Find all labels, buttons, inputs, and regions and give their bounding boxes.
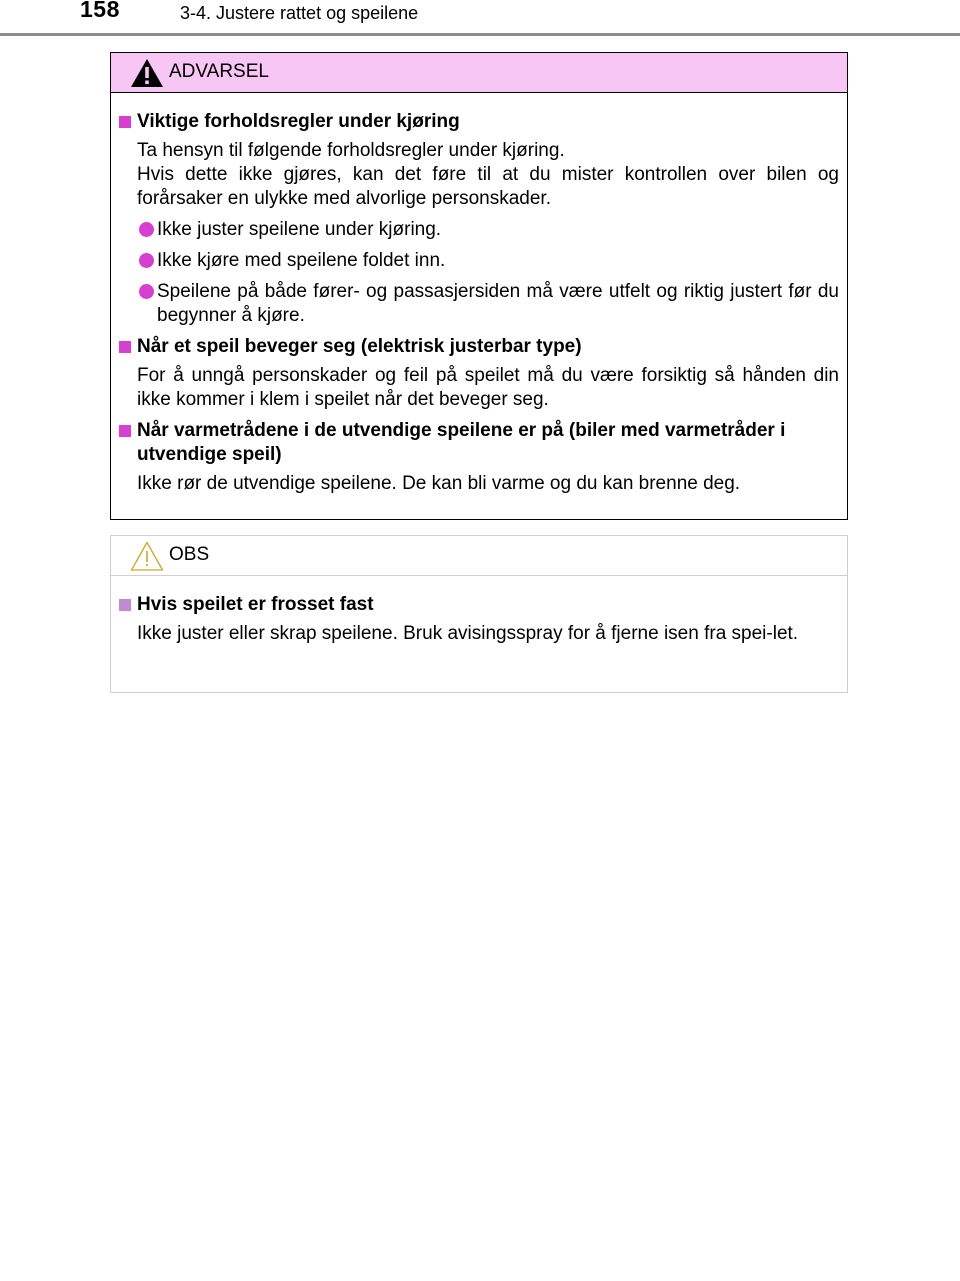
warning-label: ADVARSEL xyxy=(169,61,269,82)
section-heading-text: Viktige forholdsregler under kjøring xyxy=(137,111,460,132)
notice-box-header xyxy=(111,536,847,576)
section-paragraph: For å unngå personskader og feil på speilet må du være forsiktig så hånden din ikke kommer i klem i speilet når det beveger seg. xyxy=(137,365,839,410)
round-bullet-icon xyxy=(139,284,154,299)
section-paragraph: Ikke juster eller skrap speilene. Bruk avisingsspray for å fjerne isen fra spei-let. xyxy=(137,623,799,644)
section-paragraph: Ta hensyn til følgende forholdsregler under kjøring. xyxy=(137,140,565,161)
warning-section-driving xyxy=(119,110,839,328)
section-heading xyxy=(119,419,839,467)
notice-section-frozen-mirror xyxy=(119,593,839,646)
section-paragraph: Ikke rør de utvendige speilene. De kan bli varme og du kan brenne deg. xyxy=(137,473,741,494)
page-header xyxy=(0,0,960,40)
notice-box-body xyxy=(111,576,847,646)
section-heading xyxy=(119,110,839,134)
warning-triangle-icon xyxy=(129,57,165,89)
notice-box xyxy=(110,535,848,693)
section-title: 3-4. Justere rattet og speilene xyxy=(180,3,419,23)
list-item-text: Ikke kjøre med speilene foldet inn. xyxy=(157,250,446,271)
warning-section-heaters xyxy=(119,419,839,496)
page-number: 158 xyxy=(80,0,120,22)
notice-label: OBS xyxy=(169,544,210,565)
round-bullet-icon xyxy=(139,253,154,268)
caution-outline-triangle-icon xyxy=(129,540,165,572)
section-heading-text: Når et speil beveger seg (elektrisk justerbar type) xyxy=(137,336,582,357)
warning-box-header xyxy=(111,53,847,93)
square-bullet-icon xyxy=(119,425,131,437)
square-bullet-icon xyxy=(119,341,131,353)
list-item-text: Ikke juster speilene under kjøring. xyxy=(157,219,442,240)
warning-box-body xyxy=(111,93,847,496)
section-heading xyxy=(119,593,839,617)
section-paragraph: Hvis dette ikke gjøres, kan det føre til at du mister kontrollen over bilen og forårsaker en ulykke med alvorlige personskader. xyxy=(137,164,839,209)
section-heading xyxy=(119,335,839,359)
section-heading-text: Når varmetrådene i de utvendige speilene er på (biler med varmetråder i utvendige speil) xyxy=(137,420,786,465)
list-item xyxy=(119,218,839,242)
warning-box xyxy=(110,52,848,520)
round-bullet-icon xyxy=(139,222,154,237)
square-bullet-icon xyxy=(119,116,131,128)
header-rule xyxy=(0,33,960,36)
list-item xyxy=(119,280,839,328)
list-item-text: Speilene på både fører- og passasjersiden må være utfelt og riktig justert før du begynner å kjøre. xyxy=(157,281,839,326)
warning-section-moving-mirror xyxy=(119,335,839,412)
section-heading-text: Hvis speilet er frosset fast xyxy=(137,594,374,615)
list-item xyxy=(119,249,839,273)
square-bullet-icon xyxy=(119,599,131,611)
